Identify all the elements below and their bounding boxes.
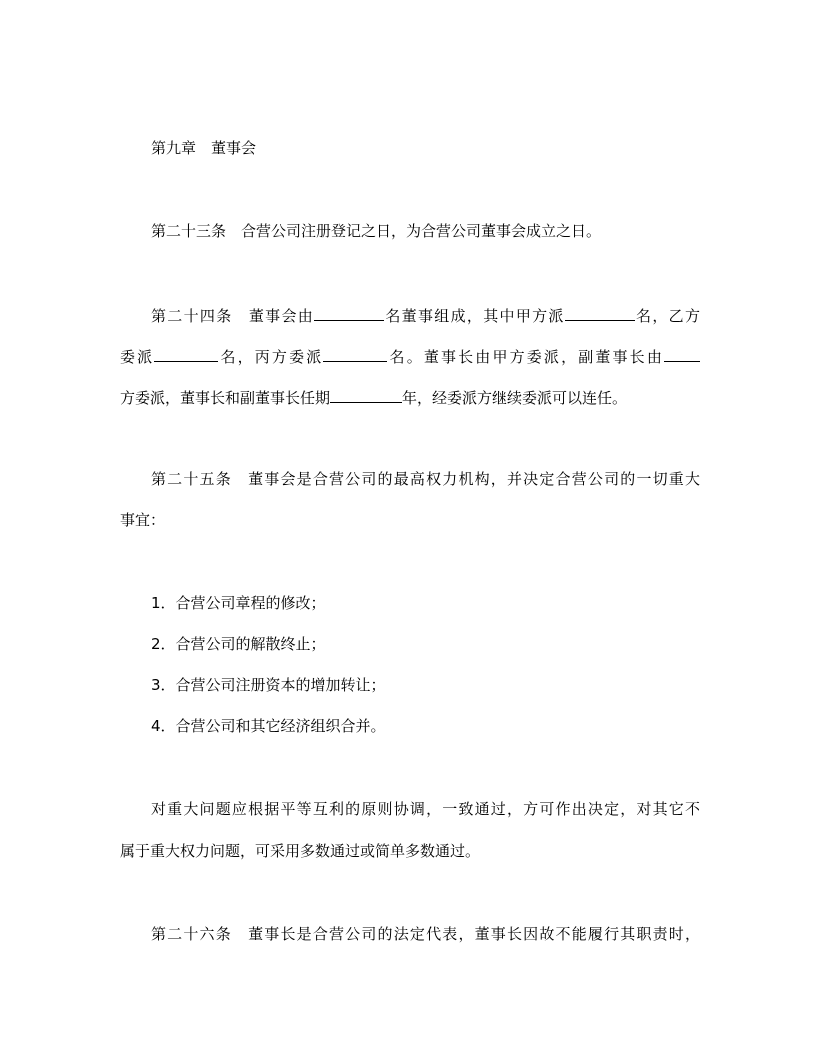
article-24-text-8: 年，经委派方继续委派可以连任。 [402, 389, 628, 407]
article-25-line-2: 事宜： [120, 511, 166, 529]
list-item: 4．合营公司和其它经济组织合并。 [151, 717, 386, 735]
list-item: 1．合营公司章程的修改； [151, 594, 326, 612]
major-issues-line-2: 属于重大权力问题，可采用多数通过或简单多数通过。 [120, 842, 481, 860]
article-26-line-1: 第二十六条 董事长是合营公司的法定代表，董事长因故不能履行其职责时， [151, 925, 700, 943]
article-24-line-2 [120, 345, 700, 367]
major-issues-line-1: 对重大问题应根据平等互利的原则协调，一致通过，方可作出决定，对其它不 [151, 800, 700, 818]
article-24-text-3: 名，乙方 [634, 307, 700, 325]
fill-blank-party-c-count [323, 345, 387, 362]
article-23: 第二十三条 合营公司注册登记之日，为合营公司董事会成立之日。 [151, 222, 602, 240]
article-24-text-2: 名董事组成，其中甲方派 [384, 307, 565, 325]
fill-blank-director-count [314, 304, 384, 321]
fill-blank-party-b-count [154, 345, 218, 362]
article-24-text-7: 方委派，董事长和副董事长任期 [120, 389, 331, 407]
fill-blank-party-a-count [565, 304, 635, 321]
article-24-text-5: 名，丙方委派 [218, 348, 324, 366]
fill-blank-vice-chair-party [664, 345, 700, 362]
chapter-title: 第九章 董事会 [151, 139, 257, 157]
article-24-text-1: 第二十四条 董事会由 [151, 307, 315, 325]
article-24-line-3 [120, 386, 700, 408]
list-item: 3．合营公司注册资本的增加转让； [151, 676, 386, 694]
article-24-text-4: 委派 [120, 348, 155, 366]
article-24-text-6: 名。董事长由甲方委派，副董事长由 [387, 348, 664, 366]
article-25-line-1: 第二十五条 董事会是合营公司的最高权力机构，并决定合营公司的一切重大 [151, 470, 700, 488]
fill-blank-term-years [330, 386, 402, 403]
article-24-line-1 [120, 304, 700, 326]
list-item: 2．合营公司的解散终止； [151, 635, 326, 653]
